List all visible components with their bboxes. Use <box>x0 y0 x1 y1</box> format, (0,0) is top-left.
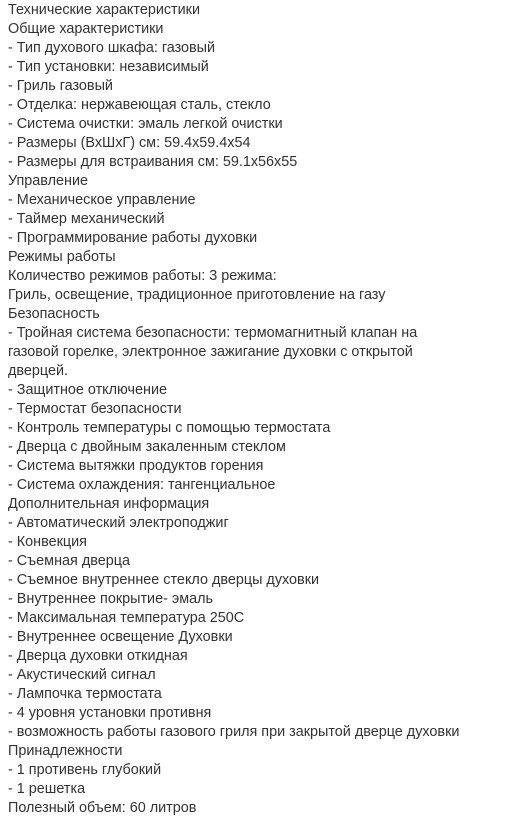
section-heading-accessories: Принадлежности <box>8 743 123 759</box>
spec-item: - Тип духового шкафа: газовый <box>8 40 216 56</box>
section-heading-additional: Дополнительная информация <box>8 496 210 512</box>
spec-item: - Тип установки: независимый <box>8 59 209 75</box>
useful-volume: Полезный объем: 60 литров <box>8 800 197 816</box>
spec-item: - Размеры для встраивания см: 59.1x56x55 <box>8 154 298 170</box>
spec-item: - Контроль температуры с помощью термостата <box>8 420 331 436</box>
spec-item: - Размеры (ВхШхГ) см: 59.4x59.4x54 <box>8 135 251 151</box>
spec-item: - Тройная система безопасности: термомагнитный клапан на газовой горелке, электронное зажигание духовки с открытой дверцей. <box>8 325 422 379</box>
spec-item: - Дверца с двойным закаленным стеклом <box>8 439 286 455</box>
spec-item: - 4 уровня установки противня <box>8 705 212 721</box>
spec-item: - Лампочка термостата <box>8 686 162 702</box>
spec-item: - Гриль газовый <box>8 78 113 94</box>
section-heading-control: Управление <box>8 173 88 189</box>
spec-item: - 1 противень глубокий <box>8 762 162 778</box>
spec-item: - Максимальная температура 250С <box>8 610 245 626</box>
spec-item: - Дверца духовки откидная <box>8 648 188 664</box>
spec-item: - возможность работы газового гриля при закрытой дверце духовки <box>8 724 460 740</box>
spec-item: - Отделка: нержавеющая сталь, стекло <box>8 97 271 113</box>
spec-item: Гриль, освещение, традиционное приготовление на газу <box>8 287 386 303</box>
spec-item: - Съемное внутреннее стекло дверцы духовки <box>8 572 320 588</box>
spec-item: - Система охлаждения: тангенциальное <box>8 477 276 493</box>
section-heading-general: Общие характеристики <box>8 21 164 37</box>
section-heading-modes: Режимы работы <box>8 249 116 265</box>
spec-item: - 1 решетка <box>8 781 86 797</box>
document-title: Технические характеристики <box>8 2 201 18</box>
spec-item: - Механическое управление <box>8 192 196 208</box>
section-heading-safety: Безопасность <box>8 306 100 322</box>
spec-item: - Термостат безопасности <box>8 401 182 417</box>
spec-item: - Таймер механический <box>8 211 165 227</box>
spec-item: - Система вытяжки продуктов горения <box>8 458 264 474</box>
spec-item: - Акустический сигнал <box>8 667 156 683</box>
spec-item: - Система очистки: эмаль легкой очистки <box>8 116 283 132</box>
spec-item: - Программирование работы духовки <box>8 230 258 246</box>
spec-item: - Внутреннее покрытие- эмаль <box>8 591 214 607</box>
spec-item: Количество режимов работы: 3 режима: <box>8 268 277 284</box>
spec-item: - Внутреннее освещение Духовки <box>8 629 233 645</box>
spec-item: - Конвекция <box>8 534 87 550</box>
spec-item: - Защитное отключение <box>8 382 168 398</box>
spec-item: - Съемная дверца <box>8 553 130 569</box>
spec-item: - Автоматический электроподжиг <box>8 515 229 531</box>
